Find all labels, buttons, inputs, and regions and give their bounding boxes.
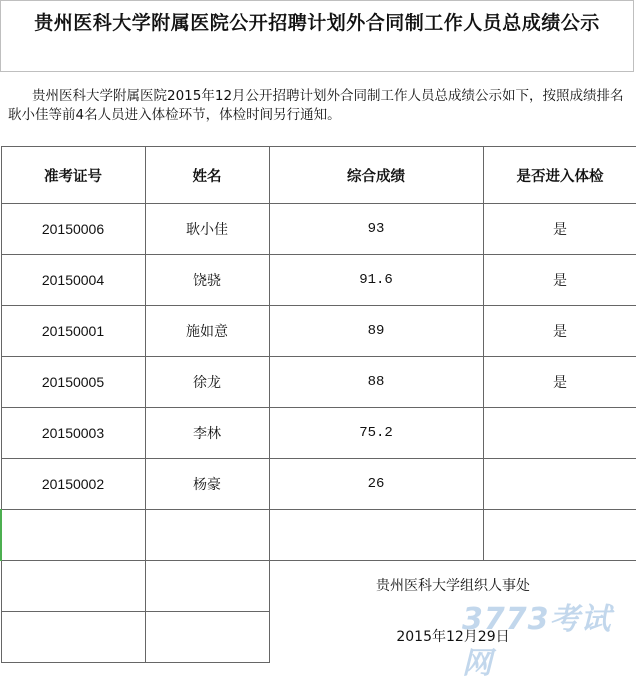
notice-paragraph: 贵州医科大学附属医院2015年12月公开招聘计划外合同制工作人员总成绩公示如下，按照成绩排名耿小佳等前4名人员进入体检环节，体检时间另行通知。 xyxy=(8,88,624,123)
table-row xyxy=(1,204,636,255)
score-cell: 75.2 xyxy=(269,408,483,459)
score-cell: 91.6 xyxy=(269,255,483,306)
pass-cell: 是 xyxy=(483,204,636,255)
header-score: 综合成绩 xyxy=(269,147,483,204)
table-row xyxy=(1,408,636,459)
pass-cell xyxy=(483,408,636,459)
name-cell: 徐龙 xyxy=(145,357,269,408)
blank-cell xyxy=(1,561,145,612)
pass-cell: 是 xyxy=(483,255,636,306)
issuing-department: 贵州医科大学组织人事处 xyxy=(376,578,530,594)
header-name: 姓名 xyxy=(145,147,269,204)
header-exam-id: 准考证号 xyxy=(1,147,145,204)
name-cell: 杨豪 xyxy=(145,459,269,510)
blank-cell xyxy=(145,561,269,612)
pass-cell xyxy=(483,459,636,510)
header-physical-exam: 是否进入体检 xyxy=(483,147,636,204)
table-row xyxy=(1,306,636,357)
blank-cell xyxy=(145,510,269,561)
exam-id-cell: 20150004 xyxy=(1,255,145,306)
exam-id-cell: 20150002 xyxy=(1,459,145,510)
blank-cell xyxy=(145,612,269,663)
exam-id-cell: 20150001 xyxy=(1,306,145,357)
table-header-row xyxy=(1,147,636,204)
score-cell: 26 xyxy=(269,459,483,510)
pass-cell: 是 xyxy=(483,306,636,357)
exam-id-cell: 20150003 xyxy=(1,408,145,459)
score-cell: 89 xyxy=(269,306,483,357)
name-cell: 饶骁 xyxy=(145,255,269,306)
table-row xyxy=(1,357,636,408)
blank-cell xyxy=(269,510,483,561)
exam-id-cell: 20150005 xyxy=(1,357,145,408)
blank-cell xyxy=(1,612,145,663)
watermark-logo: 3773考试网 xyxy=(462,602,612,681)
blank-cell xyxy=(483,510,636,561)
page-title: 贵州医科大学附属医院公开招聘计划外合同制工作人员总成绩公示 xyxy=(0,0,634,72)
blank-row xyxy=(1,510,636,561)
exam-id-cell: 20150006 xyxy=(1,204,145,255)
pass-cell: 是 xyxy=(483,357,636,408)
table-row xyxy=(1,255,636,306)
name-cell: 施如意 xyxy=(145,306,269,357)
name-cell: 李林 xyxy=(145,408,269,459)
score-cell: 88 xyxy=(269,357,483,408)
issue-date: 2015年12月29日 xyxy=(396,629,510,645)
score-cell: 93 xyxy=(269,204,483,255)
table-row xyxy=(1,459,636,510)
name-cell: 耿小佳 xyxy=(145,204,269,255)
blank-cell xyxy=(1,510,145,561)
